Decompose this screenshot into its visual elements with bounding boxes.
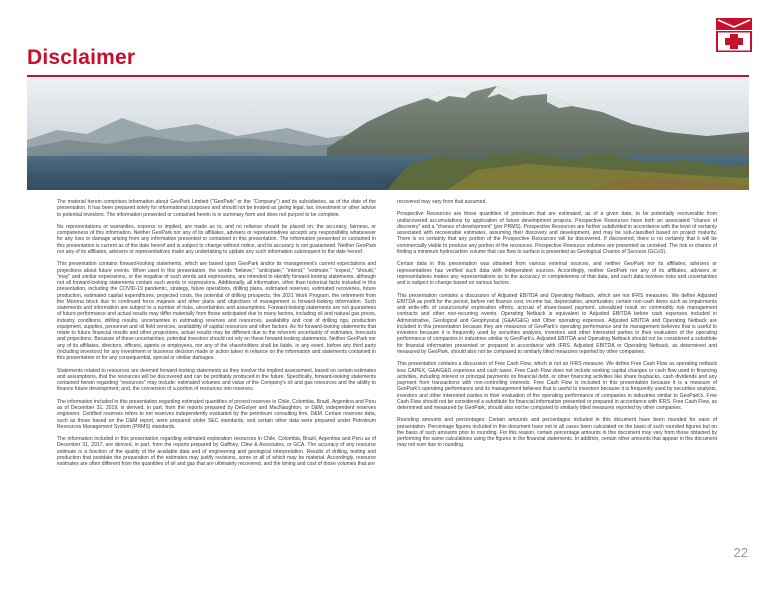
disclaimer-paragraph: Statements related to resources are deemed forward-looking statements as they involve the implied assessment, based on certain estimates and assumptions, that the resources will be discovered and can be profitably produced in the future. Specifically, forward-looking statements contained herein regarding "resources" may include: estimated volumes and value of the Company's oil and gas resources and the ability to finance future development; and, the conversion of a portion of resources into reserves. — [57, 367, 376, 393]
disclaimer-paragraph: This presentation contains forward-looking statements, which are based upon GeoPark and/or its management's current expectations and projections about future events. When used in this presentation, the words "believe," "anticipate," "intend," "estimate," "expect," "should," "may" and similar expressions, or the negative of such words and expressions, are intended to identify forward-looking statements, although not all forward-looking statements contain such words or expressions. Additionally, all information, other than historical facts included in this presentation, including the COVID-19 pandemic, strategy, future operations, drilling plans, estimated reserves, estimated recoveries, future production, estimated capital expenditures, projected costs, the potential of drilling prospects, the 2021 Work Program, the retirement from the Morona block due to continued force majeure and other plans and objectives of management is forward-looking information. Such statements and information are subject to a number of risks, uncertainties and assumptions. Forward-looking statements are not guarantees of future performance and actual results may differ materially from those anticipated due to many factors, including oil and natural gas prices, industry conditions, drilling results, uncertainties in estimating reserves and resources, availability and cost of drilling rigs, production equipment, supplies, personnel and oil field services, availability of capital resources and other factors. As for forward-looking statements that relate to future financial results and other projections, actual results may be different due to the inherent uncertainty of estimates, forecasts and projections. Because of these uncertainties, potential investors should not rely on these forward-looking statements. Neither GeoPark nor any of its affiliates, directors, officers, agents or employees, nor any of the shareholders shall be liable, in any event, before any third party (including investors) for any investment or business decision made or action taken in reliance on the information and statements contained in this presentation or for any consequential, special or similar damages. — [57, 261, 376, 362]
disclaimer-paragraph: The information included in this presentation regarding estimated exploration resources in Chile, Colombia, Brazil, Argentina and Peru as of December 31, 2017, are derived, in part, from the reports prepared by Gaffney, Cline & Associates, or GCA. The accuracy of any resource estimate is a function of the quality of the available data and of engineering and geological interpretation. Results of drilling, testing and production that postdate the preparation of the estimates may justify revisions, some or all of which may be material. Accordingly, resource estimates are often different from the quantities of oil and gas that are ultimately recovered, and the timing and cost of those volumes that are — [57, 436, 376, 468]
geopark-logo-icon — [716, 18, 752, 52]
page-title: Disclaimer — [27, 46, 136, 69]
disclaimer-paragraph: This presentation contains a discussion of Free Cash Flow, which is not an IFRS measure. We define Free Cash Flow as operating netback less CAPEX, G&A/G&G expenses and cash taxes. Free Cash Flow does not include working capital changes or cash flow used in financing activities, including interest or principal payments on financial debt, or other financing activities like share buybacks, cash dividends and any payment from transactions with non-controlling interests. Free Cash Flow is included in this presentation because it is a measure of GeoPark's operating performance and its management believes that is useful to investors because it is frequently used by securities analysts, investors and other interested parties in their evaluation of the operating performance of companies in industries similar to GeoPark's. Free Cash Flow should not be considered a substitute for financial information presented or prepared in accordance with IFRS. Free Cash Flow, as determined and measured by GeoPark, should also not be compared to similarly titled measures reported by other companies. — [397, 361, 717, 411]
page-number: 22 — [733, 545, 748, 560]
disclaimer-paragraph: Prospective Resources are those quantities of petroleum that are estimated, as of a given date, to be potentially recoverable from undiscovered accumulations by application of future development projects. Prospective Resources have both an associated "chance of discovery" and a "chance of development" (per PRMS). Prospective Resources are further subdivided in accordance with the level of certainty associated with recoverable estimates, assuming their discovery and development, and may be sub-classified based on project maturity. There is no certainty that any portion of the Prospective Resources will be discovered. If discovered, there is no certainty that it will be commercially viable to produce any portion of the resources. Prospective Resource volumes are presented as unrisked. The risk or chance of finding a minimum hydrocarbon volume that can flow to surface is presented as Geological Chance of Success (GCoS). — [397, 211, 717, 255]
title-divider — [27, 75, 749, 77]
disclaimer-paragraph: The material herein comprises information about GeoPark Limited ("GeoPark" or the "Company") and its subsidiaries, as of the date of the presentation. It has been prepared solely for informational purposes and should not be treated as giving legal, tax, investment or other advice to potential investors. The information presented or contained herein is in summary form and does not purport to be complete. — [57, 199, 376, 218]
disclaimer-paragraph: Rounding amounts and percentages: Certain amounts and percentages included in this document have been rounded for ease of presentation. Percentage figures included in this document have not in all cases been calculated on the basis of such rounded figures but on the basis of such amounts prior to rounding. For this reason, certain percentage amounts in this document may vary from those obtained by performing the same calculations using the figures in the financial statements. In addition, certain other amounts that appear in this document may not sum due to rounding. — [397, 417, 717, 449]
disclaimer-right-column — [397, 199, 717, 455]
disclaimer-paragraph: The information included in this presentation regarding estimated quantities of proved reserves in Chile, Colombia, Brazil, Argentina and Peru as of December 31, 2019, is derived, in part, from the reports prepared by DeGolyer and MacNaughton, or D&M, independent reserves engineers. Certified reserves refers to net reserves independently evaluated by the petroleum consulting firm, D&M. Certain reserves data, such as those based on the D&M report, were prepared under SEC standards, and certain other data were prepared under Petroleum Resources Management System (PRMS) standards. — [57, 398, 376, 430]
disclaimer-paragraph: This presentation contains a discussion of Adjusted EBITDA and Operating Netback, which are not IFRS measures. We define Adjusted EBITDA as profit for the period, before net finance cost, income tax, depreciation, amortization, certain non-cash items such as impairments and write-offs of unsuccessful exploration efforts, accrual of share-based payment, unrealized result on commodity risk management contracts and other non-recurring events. Operating Netback is equivalent to Adjusted EBITDA before cash expenses included in Administrative, Geological and Geophysical (G&A/G&G) and Other operating expenses. Adjusted EBITDA and Operating Netback are included in this presentation because they are measures of GeoPark's operating performance and its management believes that is useful to investors because it is frequently used by securities analysts, investors and other interested parties in their evaluation of the operating performance of companies in industries similar to GeoPark's. Adjusted EBITDA and Operating Netback should not be considered a substitute for financial information presented or prepared in accordance with IFRS. Adjusted EBITDA or Operating Netback, as determined and measured by GeoPark, should also not be compared to similarly titled measures reported by other companies. — [397, 292, 717, 355]
mountain-lake-landscape-photo — [27, 78, 749, 190]
disclaimer-left-column — [57, 199, 376, 474]
disclaimer-paragraph: recovered may vary from that assumed. — [397, 199, 487, 205]
disclaimer-paragraph: Certain data in this presentation was obtained from various external sources, and neither GeoPark nor its affiliates, advisers or representatives has verified such data with independent sources. Accordingly, neither GeoPark nor any of its affiliates, advisers or representatives makes any representations as to the accuracy or completeness of that data, and such data involves risks and uncertainties and is subject to change based on various factors. — [397, 261, 717, 287]
disclaimer-paragraph: No representations or warranties, express or implied, are made as to, and no reliance should be placed on, the accuracy, fairness, or completeness of this information. Neither GeoPark nor any of its affiliates, advisers or representatives accepts any responsibility whatsoever for any loss or damage arising from any information presented or contained in this presentation. The information presented or contained in this presentation is current as of the date hereof and is subject to change without notice, and its accuracy is not guaranteed. Neither GeoPark nor any of its affiliates, advisers or representatives make any undertaking to update any such information subsequent to the date hereof. — [57, 223, 376, 255]
